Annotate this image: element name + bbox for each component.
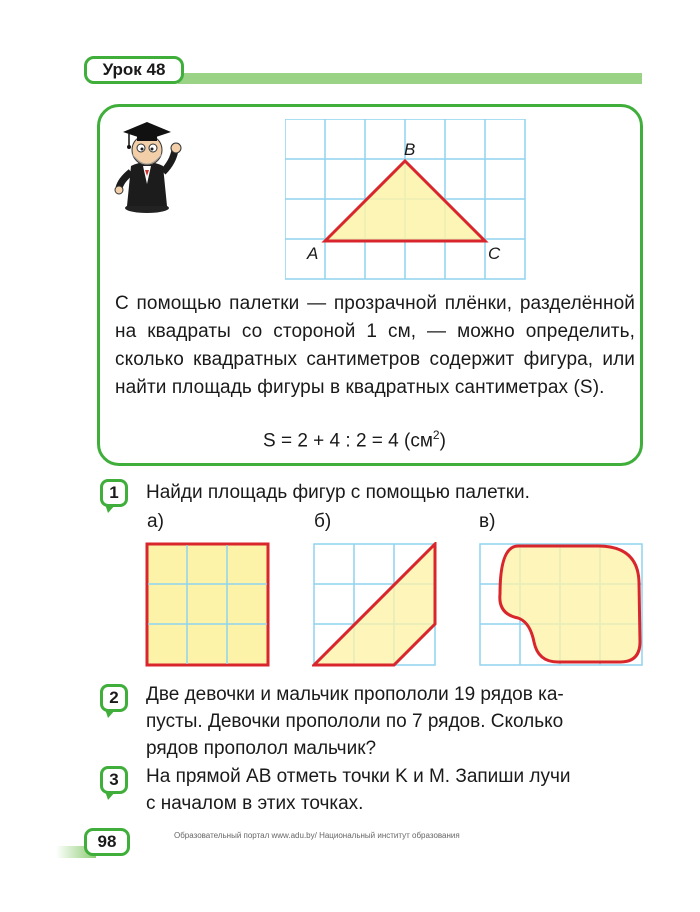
point-label-c: C	[488, 244, 501, 263]
task-1-text: Найди площадь фигур с помощью палетки.	[146, 482, 530, 503]
task-number-1: 1	[100, 479, 128, 507]
figure-a-square	[145, 542, 271, 668]
area-formula: S = 2 + 4 : 2 = 4 $(см^2)$	[263, 428, 446, 452]
task-number-2: 2	[100, 684, 128, 712]
teacher-mascot-illustration	[113, 114, 187, 216]
figure-c-curved-shape	[478, 542, 644, 668]
lesson-title: Урок 48	[84, 56, 184, 84]
task-1-part-a-label: а)	[147, 511, 164, 532]
page-number: 98	[84, 828, 130, 856]
task-1-part-c-label: в)	[479, 511, 496, 532]
footer-text: Образовательный портал www.adu.by/ Национальный институт образования	[174, 831, 460, 840]
figure-b-trapezoid	[312, 542, 438, 668]
task-2-text: Две девочки и мальчик пропололи 19 рядов ка- пусты. Девочки пропололи по 7 рядов. Сколько рядов прополол мальчик?	[146, 684, 564, 759]
task-1-part-b-label: б)	[314, 511, 332, 532]
lesson-header-bar	[178, 73, 642, 84]
point-label-b: B	[404, 140, 416, 159]
task-number-3: 3	[100, 766, 128, 794]
point-label-a: A	[307, 244, 319, 263]
theory-text: С помощью палетки — прозрачной плёнки, разделённой на квадраты со стороной 1 см, — можно определить, сколько квадратных сантиметров содержит фигура, или найти площадь фигуры в квадратных сантиметрах (S).	[115, 293, 635, 398]
task-3-text: На прямой AB отметь точки K и M. Запиши лучи с началом в этих точках.	[146, 766, 571, 814]
